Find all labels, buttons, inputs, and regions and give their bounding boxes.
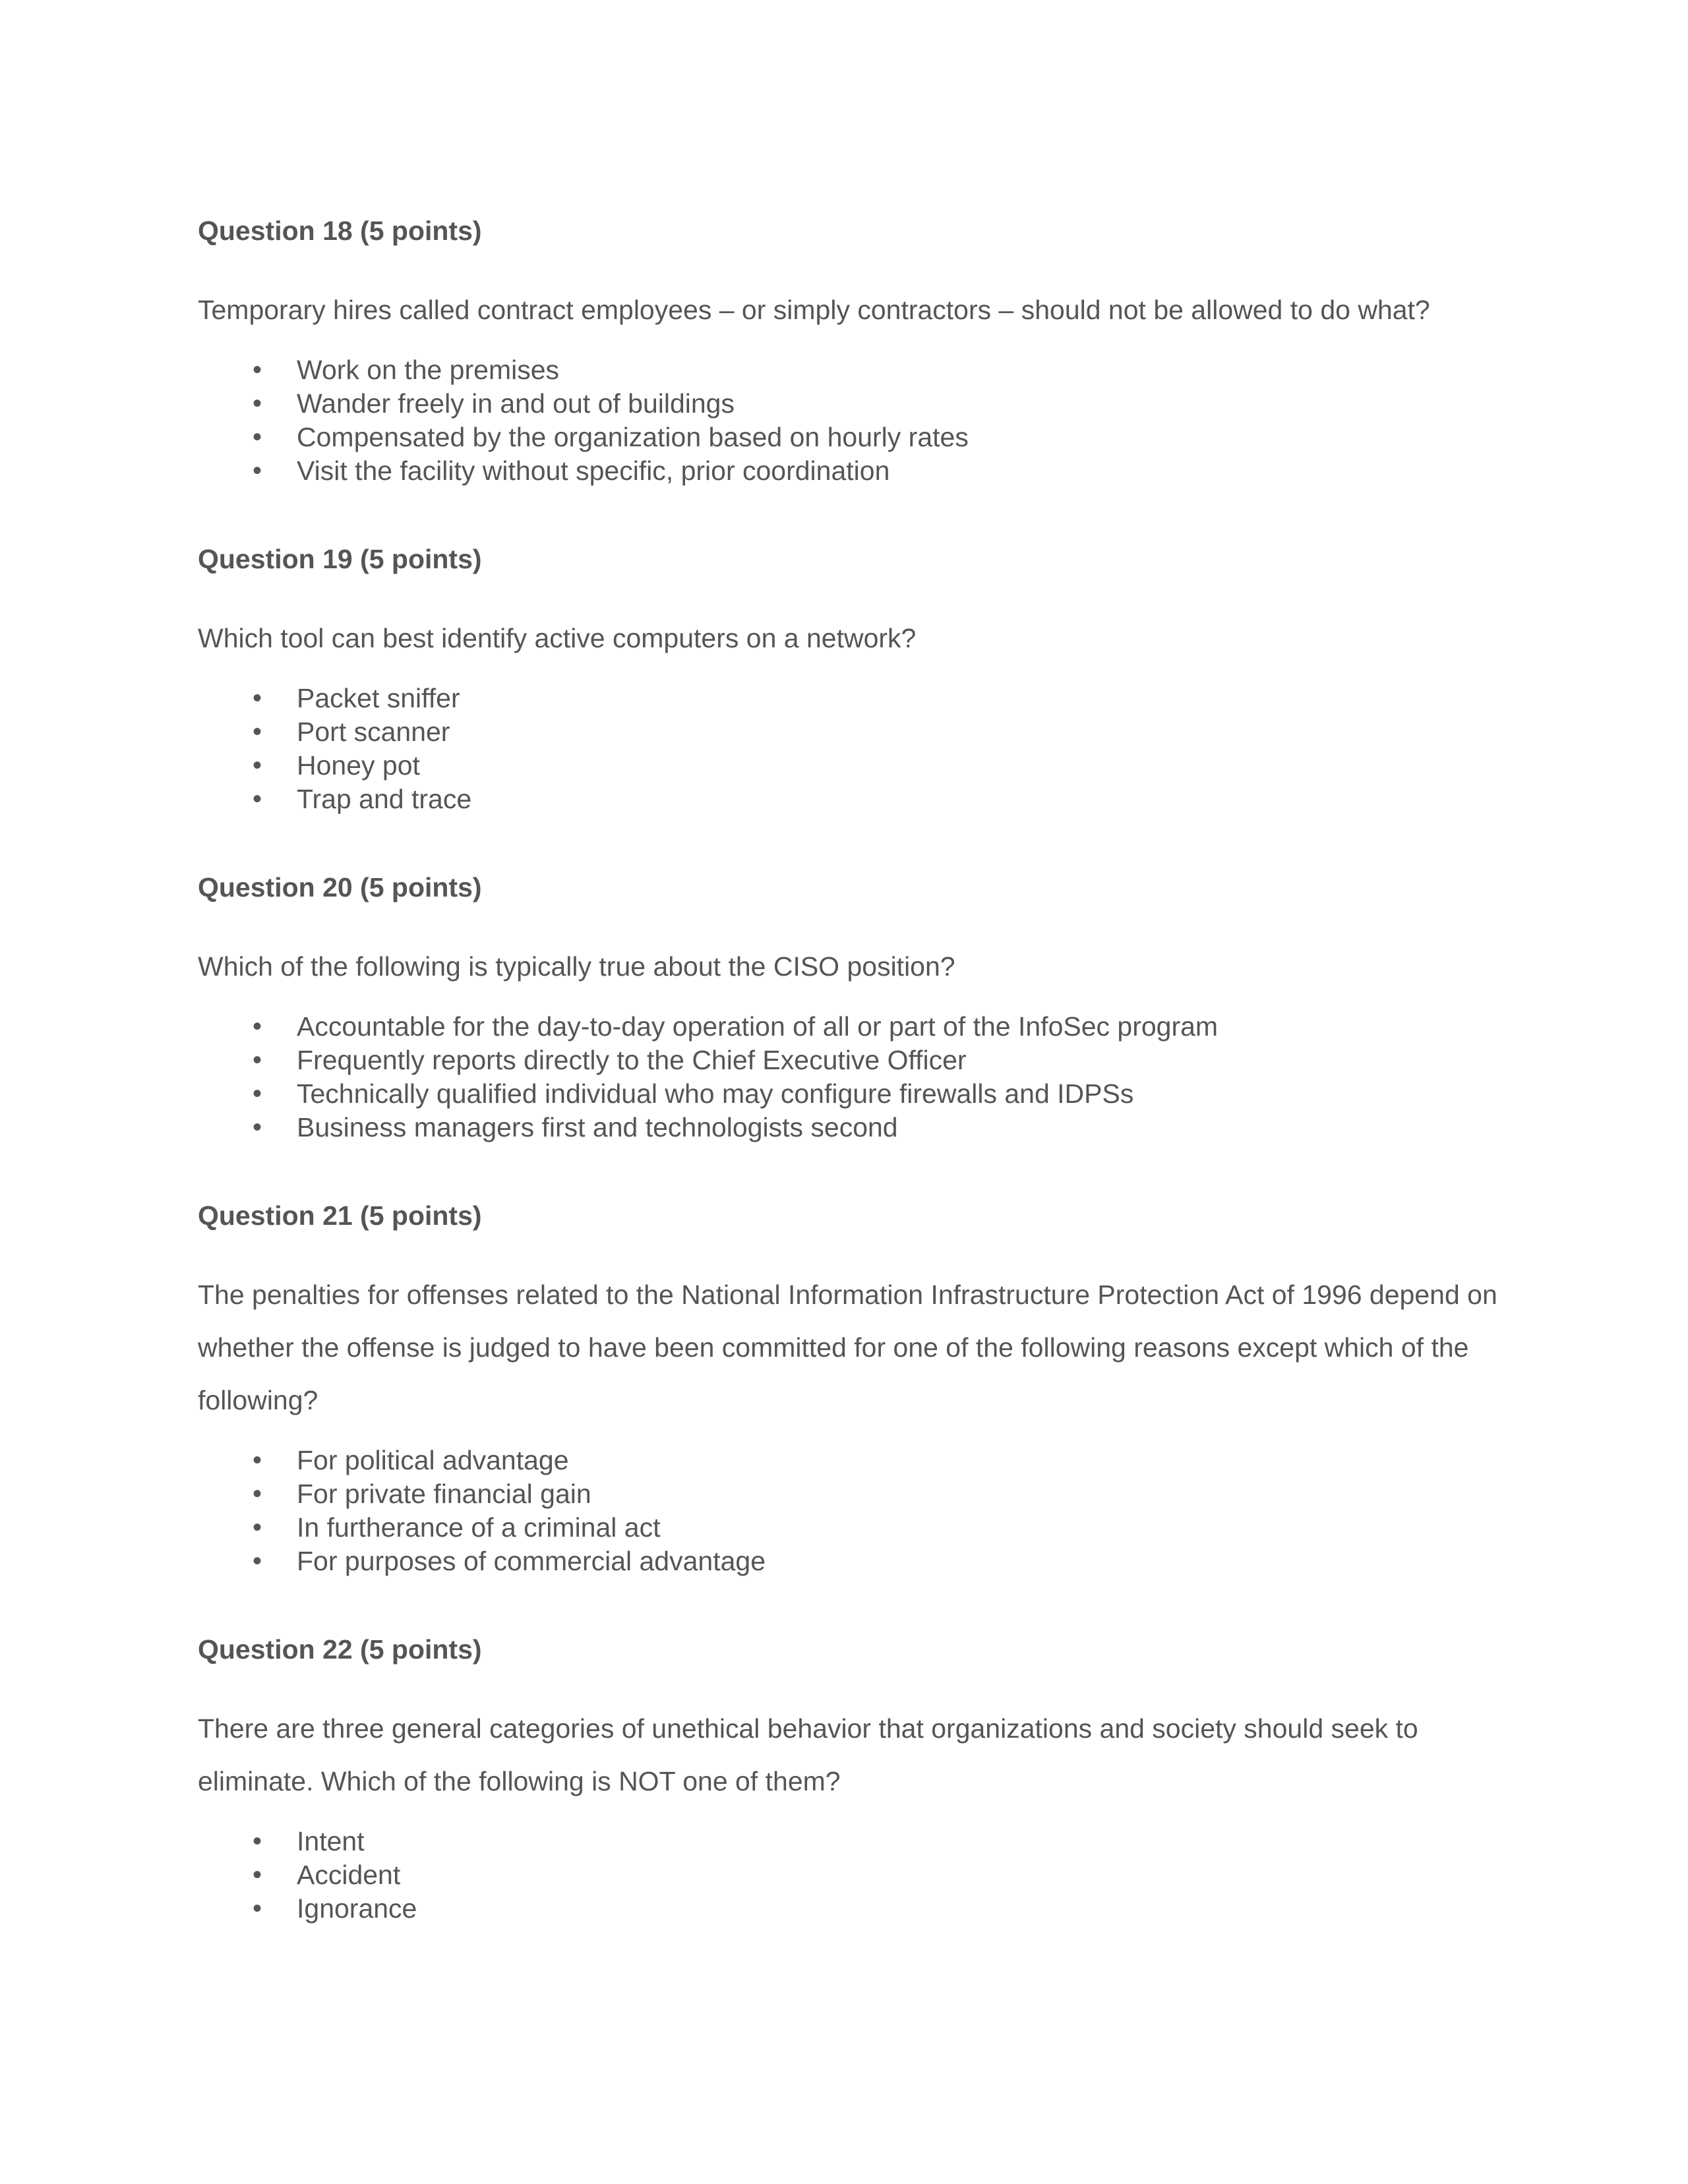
bullet-icon: • — [252, 1079, 262, 1108]
bullet-icon: • — [252, 1046, 262, 1075]
question-heading: Question 20 (5 points) — [198, 872, 482, 902]
answer-option-text: Frequently reports directly to the Chief Executive Officer — [297, 1045, 967, 1075]
answer-option — [198, 749, 1503, 782]
question-text: The penalties for offenses related to the National Information Infrastructure Protection Act of 1996 depend on whether the offense is judged to have been committed for one of the following reasons except which of the following? — [198, 1280, 1497, 1415]
question-20 — [198, 868, 1503, 1196]
answer-option-text: Packet sniffer — [297, 683, 460, 713]
answer-option — [198, 1858, 1503, 1892]
question-text: Temporary hires called contract employees – or simply contractors – should not be allowed to do what? — [198, 295, 1430, 325]
answer-option — [198, 353, 1503, 387]
answer-option — [198, 421, 1503, 454]
answer-option-text: Accountable for the day-to-day operation of all or part of the InfoSec program — [297, 1011, 1219, 1042]
answer-option — [198, 1477, 1503, 1511]
bullet-icon: • — [252, 1446, 262, 1475]
answer-option — [198, 1545, 1503, 1578]
bullet-icon: • — [252, 1012, 262, 1041]
answer-option-text: Business managers first and technologists second — [297, 1112, 898, 1142]
bullet-icon: • — [252, 1113, 262, 1142]
question-18 — [198, 211, 1503, 539]
answer-option-text: Port scanner — [297, 717, 450, 747]
bullet-icon: • — [252, 1827, 262, 1856]
answer-option-text: For private financial gain — [297, 1479, 591, 1509]
bullet-icon: • — [252, 751, 262, 780]
bullet-icon: • — [252, 1894, 262, 1923]
answer-option-text: Intent — [297, 1826, 365, 1856]
answer-options — [198, 682, 1503, 816]
answer-option-text: Compensated by the organization based on hourly rates — [297, 422, 969, 452]
answer-option-text: Wander freely in and out of buildings — [297, 388, 735, 419]
answer-option — [198, 782, 1503, 816]
bullet-icon: • — [252, 456, 262, 485]
answer-option — [198, 682, 1503, 715]
bullet-icon: • — [252, 1860, 262, 1889]
question-heading: Question 22 (5 points) — [198, 1634, 482, 1665]
bullet-icon: • — [252, 784, 262, 813]
answer-option — [198, 1111, 1503, 1144]
answer-option — [198, 715, 1503, 749]
answer-option — [198, 1444, 1503, 1477]
bullet-icon: • — [252, 355, 262, 384]
question-heading: Question 21 (5 points) — [198, 1200, 482, 1231]
bullet-icon: • — [252, 1513, 262, 1542]
question-text: Which of the following is typically true about the CISO position? — [198, 951, 955, 982]
answer-option — [198, 1044, 1503, 1077]
question-21 — [198, 1196, 1503, 1630]
question-19 — [198, 539, 1503, 868]
answer-option-text: In furtherance of a criminal act — [297, 1512, 661, 1543]
answer-option-text: For political advantage — [297, 1445, 569, 1475]
bullet-icon: • — [252, 423, 262, 452]
answer-option — [198, 1892, 1503, 1926]
answer-option-text: Accident — [297, 1860, 401, 1890]
answer-option-text: Trap and trace — [297, 784, 472, 814]
bullet-icon: • — [252, 1479, 262, 1508]
answer-options — [198, 1825, 1503, 1926]
answer-options — [198, 353, 1503, 488]
answer-option-text: Work on the premises — [297, 355, 560, 385]
answer-option — [198, 454, 1503, 488]
answer-option-text: Visit the facility without specific, prior coordination — [297, 456, 890, 486]
question-text: There are three general categories of unethical behavior that organizations and society should seek to eliminate. Which of the following is NOT one of them? — [198, 1713, 1418, 1796]
bullet-icon: • — [252, 1547, 262, 1576]
question-heading: Question 19 (5 points) — [198, 544, 482, 574]
question-text: Which tool can best identify active computers on a network? — [198, 623, 917, 653]
answer-option-text: Honey pot — [297, 750, 420, 781]
question-heading: Question 18 (5 points) — [198, 216, 482, 246]
answer-options — [198, 1444, 1503, 1578]
answer-option — [198, 1511, 1503, 1545]
answer-option — [198, 387, 1503, 421]
bullet-icon: • — [252, 717, 262, 746]
answer-options — [198, 1010, 1503, 1144]
question-22 — [198, 1630, 1503, 1926]
answer-option — [198, 1010, 1503, 1044]
answer-option — [198, 1825, 1503, 1858]
bullet-icon: • — [252, 684, 262, 713]
answer-option-text: Technically qualified individual who may configure firewalls and IDPSs — [297, 1078, 1134, 1109]
document-page — [198, 211, 1503, 1926]
answer-option-text: Ignorance — [297, 1893, 417, 1924]
bullet-icon: • — [252, 389, 262, 418]
answer-option — [198, 1077, 1503, 1111]
answer-option-text: For purposes of commercial advantage — [297, 1546, 766, 1576]
